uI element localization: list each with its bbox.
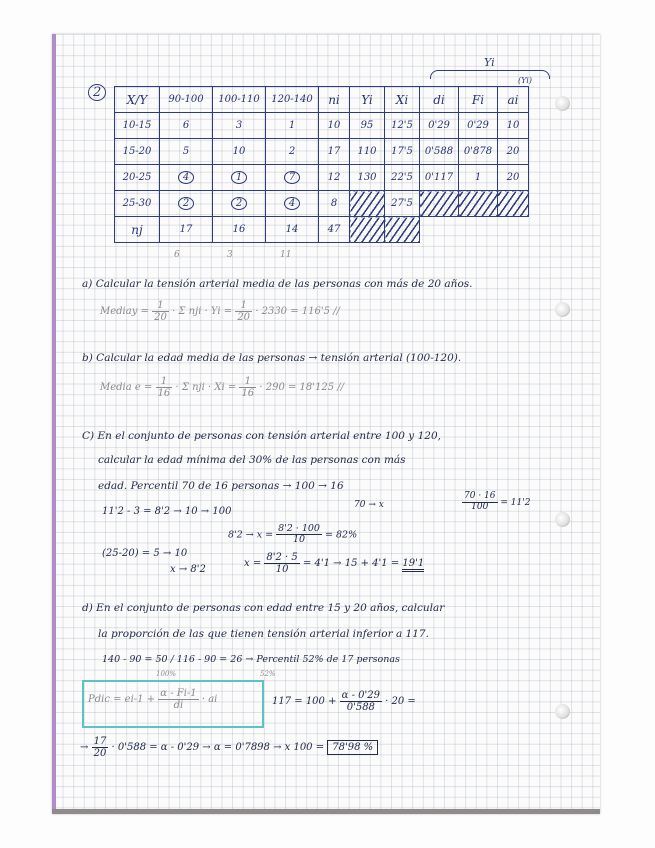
table-cell <box>160 191 213 217</box>
d-line4-tail: · 20 = <box>385 696 416 707</box>
table-cell: 0'29 <box>459 113 498 139</box>
circled-value: 7 <box>284 171 300 184</box>
circled-value: 4 <box>284 197 300 210</box>
circled-value: 4 <box>178 171 194 184</box>
yi-paren-label: (Yi) <box>518 76 532 85</box>
question-d-line2: la proporción de las que tienen tensión arterial inferior a 117. <box>98 628 429 640</box>
fraction <box>264 552 299 575</box>
margin-line <box>52 34 56 814</box>
table-cell: 10 <box>498 113 529 139</box>
nj-cell: 17 <box>160 217 213 243</box>
fraction-den: 16 <box>157 388 171 399</box>
table-cell <box>160 165 213 191</box>
hatched-cell <box>420 191 459 217</box>
table-nj-row <box>115 217 529 243</box>
fraction <box>92 736 109 759</box>
table-cell: 0'29 <box>420 113 459 139</box>
c-final-answer: 19'1 <box>402 558 424 572</box>
table-cell: 20 <box>498 139 529 165</box>
table-cell: 25-30 <box>115 191 160 217</box>
fraction <box>156 376 173 399</box>
table-cell: 10 <box>213 139 266 165</box>
c-line6-mid: x = <box>244 558 262 569</box>
c-line6b: x → 8'2 <box>170 564 206 575</box>
empty-cell <box>498 217 529 243</box>
table-cell: 95 <box>350 113 385 139</box>
ink-mark: // <box>333 306 340 317</box>
fraction-num: 1 <box>152 300 169 312</box>
table-corner: X/Y <box>115 87 160 113</box>
d-line3: 140 - 90 = 50 / 116 - 90 = 26 → Percentil 52% de 17 personas <box>102 654 400 665</box>
answer-a-result: · 2330 = 116'5 <box>255 306 330 317</box>
table-cell: 5 <box>160 139 213 165</box>
hatched-cell <box>459 191 498 217</box>
question-c-line1: C) En el conjunto de personas con tensión arterial entre 100 y 120, <box>82 430 441 442</box>
fraction <box>340 690 382 713</box>
hatched-cell <box>385 217 420 243</box>
col-header: 120-140 <box>266 87 319 113</box>
d-line4 <box>272 690 416 713</box>
c-fraction-result <box>462 492 530 513</box>
table-row <box>115 191 529 217</box>
notebook-page <box>52 34 600 814</box>
hatched-cell <box>350 191 385 217</box>
table-cell <box>266 191 319 217</box>
answer-a <box>100 300 340 323</box>
col-header: Yi <box>350 87 385 113</box>
table-cell: 1 <box>459 165 498 191</box>
col-header: Fi <box>459 87 498 113</box>
table-cell: 6 <box>160 113 213 139</box>
table-cell: 130 <box>350 165 385 191</box>
table-cell: 20-25 <box>115 165 160 191</box>
empty-cell <box>459 217 498 243</box>
nj-cell: 47 <box>319 217 350 243</box>
fraction <box>462 492 498 513</box>
col-header: ai <box>498 87 529 113</box>
c-line5-left: 8'2 → x = <box>228 529 274 541</box>
fraction <box>158 688 198 711</box>
table-cell: 2 <box>266 139 319 165</box>
fraction-num: 8'2 · 5 <box>266 552 298 563</box>
fraction-num: 17 <box>93 736 107 747</box>
table-cell: 110 <box>350 139 385 165</box>
fraction-den: 100 <box>471 501 489 512</box>
fraction <box>235 300 252 323</box>
fraction-num: α - 0'29 <box>341 690 380 701</box>
percentile-formula <box>88 688 217 711</box>
nj-cell: 16 <box>213 217 266 243</box>
table-cell: 10-15 <box>115 113 160 139</box>
c-line6-result: = 4'1 → 15 + 4'1 = <box>302 558 400 569</box>
table-cell: 8 <box>319 191 350 217</box>
table-cell: 12'5 <box>385 113 420 139</box>
binder-hole <box>555 302 570 317</box>
d-line5 <box>80 736 378 759</box>
table-row <box>115 113 529 139</box>
fraction-num: 1 <box>235 300 252 312</box>
hatched-cell <box>498 191 529 217</box>
formula-left: Pdic = ei-1 + <box>88 694 156 705</box>
c-rule-of-three: 70 → x <box>354 500 384 510</box>
d-line4-left: 117 = 100 + <box>272 696 337 707</box>
fraction-den: 0'588 <box>346 702 375 713</box>
binder-hole <box>555 96 570 111</box>
c-line4: 11'2 - 3 = 8'2 → 10 → 100 <box>102 506 232 517</box>
table-cell <box>266 165 319 191</box>
fraction-den: 20 <box>93 748 107 759</box>
answer-b-label: Media e = <box>100 382 153 393</box>
fraction-den: 20 <box>154 312 167 323</box>
fraction-num: 1 <box>239 376 256 388</box>
table-cell: 10 <box>319 113 350 139</box>
fraction <box>152 300 169 323</box>
answer-a-label: Mediay = <box>100 306 149 317</box>
table-cell: 0'117 <box>420 165 459 191</box>
d-line5-text: · 0'588 = α - 0'29 → α = 0'7898 → x 100 = <box>111 742 325 753</box>
nj-cell: 14 <box>266 217 319 243</box>
fraction-result: = 11'2 <box>500 497 531 508</box>
fraction-den: 10 <box>275 564 289 575</box>
answer-b-result: · 290 = 18'125 <box>259 382 335 393</box>
circled-value: 2 <box>178 197 194 210</box>
question-c-line3: edad. Percentil 70 de 16 personas → 100 → 16 <box>98 480 344 492</box>
pencil-note: 100% <box>156 670 177 678</box>
formula-right: · ai <box>201 694 218 705</box>
col-header: Xi <box>385 87 420 113</box>
table-cell: 17'5 <box>385 139 420 165</box>
question-a: a) Calcular la tensión arterial media de las personas con más de 20 años. <box>82 278 473 290</box>
pencil-note: 6 <box>174 250 180 260</box>
fraction-num: 8'2 · 100 <box>278 523 320 534</box>
col-header: ni <box>319 87 350 113</box>
col-header: di <box>420 87 459 113</box>
table-cell: 15-20 <box>115 139 160 165</box>
answer-b <box>100 376 344 399</box>
exercise-number <box>88 84 106 101</box>
col-header: 100-110 <box>213 87 266 113</box>
table-cell: 0'878 <box>459 139 498 165</box>
table-cell: 12 <box>319 165 350 191</box>
c-line6-calc <box>244 552 424 575</box>
circled-value: 1 <box>231 171 247 184</box>
table-cell: 3 <box>213 113 266 139</box>
hatched-cell <box>350 217 385 243</box>
fraction-num: α - Fi-1 <box>160 688 197 699</box>
fraction-den: di <box>173 700 184 711</box>
table-cell: 0'588 <box>420 139 459 165</box>
fraction <box>239 376 256 399</box>
table-cell <box>213 191 266 217</box>
table-row <box>115 139 529 165</box>
question-d-line1: d) En el conjunto de personas con edad entre 15 y 20 años, calcular <box>82 602 445 614</box>
arrow-mark: → <box>80 742 89 753</box>
page-bottom-edge <box>52 809 600 814</box>
table-row <box>115 165 529 191</box>
ink-mark: // <box>337 382 345 393</box>
answer-a-mid: · Σ nji · Yi = <box>172 306 233 317</box>
frequency-table <box>114 86 529 243</box>
exercise-number-text: 2 <box>88 84 106 101</box>
fraction-den: 20 <box>237 312 251 323</box>
question-c-line2: calcular la edad mínima del 30% de las personas con más <box>98 454 406 466</box>
nj-label: nj <box>115 217 160 243</box>
c-line5 <box>228 524 357 546</box>
c-line6a: (25-20) = 5 → 10 <box>102 548 188 559</box>
circled-value: 2 <box>231 197 247 210</box>
c-line5-result: = 82% <box>325 529 358 541</box>
table-cell: 20 <box>498 165 529 191</box>
fraction-den: 10 <box>292 534 306 546</box>
answer-b-mid: · Σ nji · Xi = <box>175 382 237 393</box>
fraction-den: 16 <box>241 388 255 399</box>
fraction-num: 70 · 16 <box>464 491 496 501</box>
fraction <box>276 524 322 546</box>
yi-brace <box>430 70 550 79</box>
empty-cell <box>420 217 459 243</box>
table-header-row <box>115 87 529 113</box>
table-cell: 22'5 <box>385 165 420 191</box>
table-cell: 17 <box>319 139 350 165</box>
table-cell: 1 <box>266 113 319 139</box>
pencil-note: 3 <box>227 250 233 260</box>
d-final-answer: 78'98 % <box>327 740 378 755</box>
pencil-note: 11 <box>280 250 292 260</box>
question-b: b) Calcular la edad media de las personas → tensión arterial (100-120). <box>82 352 462 364</box>
yi-brace-label: Yi <box>484 56 495 69</box>
binder-hole <box>555 512 570 527</box>
col-header: 90-100 <box>160 87 213 113</box>
binder-hole <box>555 704 570 719</box>
fraction-num: 1 <box>156 376 173 388</box>
table-cell <box>213 165 266 191</box>
table-cell: 27'5 <box>385 191 420 217</box>
pencil-note: 52% <box>260 670 276 678</box>
